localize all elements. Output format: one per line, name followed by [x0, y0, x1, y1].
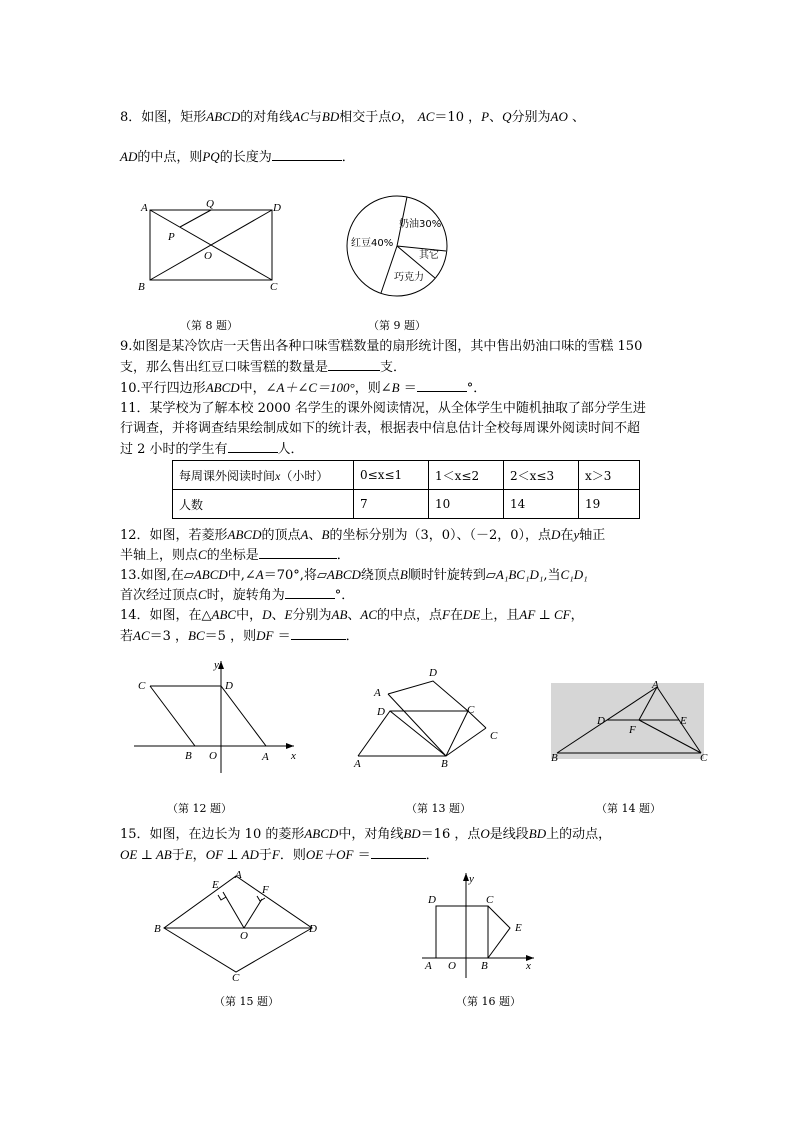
q15-line1: 15．如图，在边长为 10 的菱形ABCD中，对角线BD＝16 ，点O是线段BD上的动点，: [120, 826, 612, 842]
svg-text:D: D: [429, 667, 437, 679]
table-header-cell: 2＜x≤3: [504, 461, 579, 490]
q14-line1: 14．如图，在△ABC中，D、E分别为AB、AC的中点，点F在DE上，且AF ⊥ CF，: [120, 607, 584, 623]
figure-15: [152, 866, 327, 984]
svg-text:E: E: [212, 879, 219, 891]
svg-text:O: O: [204, 250, 212, 262]
q13-line1: 13.如图,在▱ABCD中,∠A＝70°,将▱ABCD绕顶点B顺时针旋转到▱A₁BC₁D₁,当C₁D₁: [120, 567, 588, 583]
svg-text:其它: 其它: [419, 250, 439, 261]
svg-text:A: A: [235, 869, 242, 881]
table-cell: 7: [354, 490, 429, 519]
q13-line2: 首次经过顶点C时，旋转角为 °．: [120, 587, 355, 603]
table-cell: 14: [504, 490, 579, 519]
svg-text:C: C: [232, 972, 240, 984]
table-header-cell: 1＜x≤2: [429, 461, 504, 490]
svg-text:红豆40%: 红豆40%: [351, 238, 394, 249]
answer-blank[interactable]: [285, 586, 335, 599]
q11-line1: 11．某学校为了解本校 2000 名学生的课外阅读情况，从全体学生中随机抽取了部分学生进: [120, 401, 646, 416]
q10-line1: 10.平行四边形ABCD中，∠A＋∠C＝100°，则∠B ＝ °．: [120, 380, 487, 396]
svg-text:C: C: [138, 680, 146, 692]
svg-text:x: x: [291, 750, 296, 762]
figure-8: [138, 196, 298, 296]
svg-text:C: C: [490, 730, 498, 742]
figure-16: [422, 870, 547, 980]
answer-blank[interactable]: [272, 148, 342, 161]
svg-text:C: C: [700, 752, 708, 764]
figure-15-caption: （第 15 题）: [214, 995, 279, 1008]
svg-text:奶油30%: 奶油30%: [399, 219, 442, 230]
svg-text:B: B: [441, 758, 448, 770]
svg-text:D: D: [377, 706, 385, 718]
q9-line1: 9.如图是某冷饮店一天售出各种口味雪糕数量的扇形统计图，其中售出奶油口味的雪糕 150: [120, 339, 643, 354]
figure-12: [134, 658, 309, 778]
svg-text:y: y: [469, 873, 474, 885]
triangle-symbol: △: [201, 608, 212, 623]
svg-text:A: A: [354, 758, 361, 770]
svg-text:巧克力: 巧克力: [394, 272, 424, 283]
figure-9-caption: （第 9 题）: [368, 319, 426, 332]
svg-text:D: D: [309, 923, 317, 935]
svg-text:B: B: [481, 960, 488, 972]
answer-blank[interactable]: [228, 440, 278, 453]
svg-text:F: F: [629, 724, 636, 736]
answer-blank[interactable]: [417, 379, 467, 392]
svg-text:A: A: [141, 202, 148, 214]
figure-12-caption: （第 12 题）: [167, 802, 232, 815]
svg-text:y: y: [214, 659, 219, 671]
svg-text:B: B: [138, 281, 145, 293]
svg-text:A: A: [425, 960, 432, 972]
q15-line2: OE ⊥ AB于E，OF ⊥ AD于F．则OE＋OF ＝ ．: [120, 847, 439, 863]
figure-9-pie: [343, 194, 453, 304]
svg-text:C: C: [467, 704, 475, 716]
table-header-cell: x＞3: [579, 461, 640, 490]
figure-14-caption: （第 14 题）: [596, 802, 661, 815]
q8-line2: AD的中点，则PQ的长度为 ．: [120, 149, 355, 165]
q12-line1: 12．如图，若菱形ABCD的顶点A、B的坐标分别为（3，0）、（－2，0），点D在y轴正: [120, 527, 606, 543]
svg-text:B: B: [551, 752, 558, 764]
svg-text:B: B: [154, 923, 161, 935]
table-row: [173, 490, 640, 519]
q9-line2: 支，那么售出红豆口味雪糕的数量是 支．: [120, 360, 407, 375]
answer-blank[interactable]: [291, 627, 346, 640]
svg-text:A: A: [652, 679, 659, 691]
svg-text:D: D: [273, 202, 281, 214]
table-cell: 19: [579, 490, 640, 519]
table-cell: 人数: [173, 490, 354, 519]
svg-text:P: P: [168, 231, 175, 243]
figure-16-caption: （第 16 题）: [456, 995, 521, 1008]
figure-14: [551, 679, 711, 765]
q11-line3: 过 2 小时的学生有 人．: [120, 442, 304, 457]
svg-text:E: E: [680, 715, 687, 727]
q12-line2: 半轴上，则点C的坐标是 ．: [120, 547, 350, 563]
figure-8-caption: （第 8 题）: [180, 319, 238, 332]
answer-blank[interactable]: [328, 358, 380, 371]
table-header-cell: 0≤x≤1: [354, 461, 429, 490]
svg-text:O: O: [240, 930, 248, 942]
svg-text:D: D: [225, 680, 233, 692]
svg-text:B: B: [185, 750, 192, 762]
q14-line2: 若AC＝3 ，BC＝5 ，则DF ＝ ．: [120, 628, 359, 644]
q11-line2: 行调查，并将调查结果绘制成如下的统计表，根据表中信息估计全校每周课外阅读时间不超: [120, 421, 641, 436]
svg-text:O: O: [209, 750, 217, 762]
svg-text:E: E: [515, 922, 522, 934]
svg-text:x: x: [526, 960, 531, 972]
svg-text:D: D: [428, 894, 436, 906]
reading-time-table: [172, 460, 640, 519]
svg-text:Q: Q: [206, 198, 214, 210]
svg-text:C: C: [270, 281, 278, 293]
table-row: [173, 461, 640, 490]
table-cell: 10: [429, 490, 504, 519]
table-header-cell: 每周课外阅读时间x（小时）: [173, 461, 354, 490]
svg-text:A: A: [262, 751, 269, 763]
svg-text:C: C: [486, 894, 494, 906]
figure-13-caption: （第 13 题）: [406, 802, 471, 815]
svg-text:F: F: [262, 884, 269, 896]
svg-text:A: A: [374, 687, 381, 699]
svg-text:D: D: [597, 715, 605, 727]
svg-text:O: O: [448, 960, 456, 972]
q8-line1: 8．如图，矩形ABCD的对角线AC与BD相交于点O， AC＝10 ，P、Q分别为AO 、: [120, 109, 585, 125]
figure-13: [350, 664, 510, 774]
answer-blank[interactable]: [259, 546, 337, 559]
answer-blank[interactable]: [371, 846, 426, 859]
